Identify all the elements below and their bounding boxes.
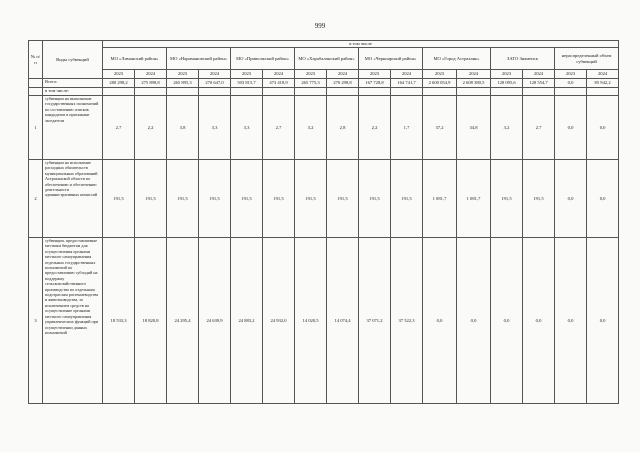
header-municipality: нераспределенный объем субвенций <box>555 48 619 70</box>
value-cell: 128 554,7 <box>523 79 555 88</box>
value-cell: 265 895,3 <box>167 79 199 88</box>
value-cell <box>295 88 327 96</box>
value-cell <box>103 88 135 96</box>
subsidy-table <box>28 40 619 404</box>
value-cell: 3,2 <box>491 96 523 160</box>
value-cell: 2 600 054,9 <box>423 79 457 88</box>
row-num: 1 <box>29 96 43 160</box>
value-cell: 164 741,7 <box>391 79 423 88</box>
row-num: 2 <box>29 160 43 238</box>
table-row-including <box>29 88 619 96</box>
header-including: в том числе <box>103 41 619 48</box>
page-number: 999 <box>314 22 326 30</box>
value-cell <box>359 88 391 96</box>
value-cell: 191,5 <box>199 160 231 238</box>
header-year: 2023 <box>555 70 587 79</box>
value-cell: 191,5 <box>103 160 135 238</box>
value-cell: 0,0 <box>587 238 619 404</box>
value-cell: 2,7 <box>263 96 295 160</box>
row-label: субвенции на исполнение расходных обязательств муниципальных образований Астраханской области по обеспечению и обеспечению деятельности административных комиссий <box>43 160 103 238</box>
value-cell: 1 081,7 <box>423 160 457 238</box>
value-cell: 37 071,2 <box>359 238 391 404</box>
value-cell <box>231 88 263 96</box>
value-cell: 191,5 <box>231 160 263 238</box>
header-year: 2024 <box>457 70 491 79</box>
value-cell: 2,2 <box>359 96 391 160</box>
header-year: 2024 <box>391 70 423 79</box>
header-year: 2024 <box>523 70 555 79</box>
value-cell: 280 298,2 <box>103 79 135 88</box>
value-cell: 0,0 <box>555 238 587 404</box>
header-type: Виды субвенций <box>43 41 103 79</box>
value-cell: 14 020,5 <box>295 238 327 404</box>
value-cell: 0,0 <box>587 96 619 160</box>
table-row-total <box>29 79 619 88</box>
row-label: субвенции, предоставляемые местным бюджетам для осуществления органами местного самоуправления отдельных государственных полномочий по предоставлению субсидий на поддержку сельскохозяйственного производства по отдельным подотраслям растениеводства и животноводства, за исключением средств на осуществление органами местного самоуправления управленческих функций при осуществлении данных полномочий <box>43 238 103 404</box>
header-num: № п/п <box>29 41 43 79</box>
value-cell: 2,7 <box>523 96 555 160</box>
value-cell: 3,2 <box>295 96 327 160</box>
value-cell: 191,5 <box>327 160 359 238</box>
value-cell: 3,3 <box>231 96 263 160</box>
value-cell: 270 647,0 <box>199 79 231 88</box>
header-year: 2024 <box>327 70 359 79</box>
header-year: 2023 <box>423 70 457 79</box>
row-label: Всего: <box>43 79 103 88</box>
value-cell: 191,5 <box>491 160 523 238</box>
value-cell: 18 820,8 <box>135 238 167 404</box>
value-cell: 37 522,3 <box>391 238 423 404</box>
value-cell <box>491 88 523 96</box>
value-cell: 1,7 <box>391 96 423 160</box>
header-year: 2023 <box>231 70 263 79</box>
value-cell: 191,5 <box>167 160 199 238</box>
header-municipality: МО «Харабалинский район» <box>295 48 359 70</box>
header-municipality: МО «Город Астрахань» <box>423 48 491 70</box>
header-year: 2024 <box>199 70 231 79</box>
value-cell: 24 932,0 <box>263 238 295 404</box>
value-cell: 24 883,2 <box>231 238 263 404</box>
value-cell <box>587 88 619 96</box>
value-cell: 2 608 380,5 <box>457 79 491 88</box>
row-label: в том числе: <box>43 88 103 96</box>
value-cell: 0,0 <box>457 238 491 404</box>
value-cell: 275 898,8 <box>135 79 167 88</box>
value-cell: 2,7 <box>103 96 135 160</box>
value-cell: 0,0 <box>555 79 587 88</box>
value-cell <box>523 88 555 96</box>
header-year: 2023 <box>103 70 135 79</box>
value-cell <box>135 88 167 96</box>
value-cell: 0,0 <box>523 238 555 404</box>
row-num <box>29 88 43 96</box>
value-cell: 34,8 <box>457 96 491 160</box>
value-cell: 191,5 <box>359 160 391 238</box>
value-cell: 2,8 <box>327 96 359 160</box>
value-cell: 0,0 <box>423 238 457 404</box>
value-cell: 1 081,7 <box>457 160 491 238</box>
header-year: 2023 <box>295 70 327 79</box>
header-year: 2024 <box>135 70 167 79</box>
value-cell <box>457 88 491 96</box>
value-cell: 473 418,9 <box>263 79 295 88</box>
value-cell: 265 775,3 <box>295 79 327 88</box>
value-cell: 503 815,7 <box>231 79 263 88</box>
value-cell <box>167 88 199 96</box>
value-cell: 24 295,4 <box>167 238 199 404</box>
row-num: 3 <box>29 238 43 404</box>
row-label: субвенции на выполнение государственных полномочий по составлению списков кандидатов в присяжные заседатели <box>43 96 103 160</box>
value-cell: 3,3 <box>199 96 231 160</box>
value-cell <box>327 88 359 96</box>
value-cell: 14 074,4 <box>327 238 359 404</box>
value-cell: 191,5 <box>295 160 327 238</box>
value-cell: 191,5 <box>391 160 423 238</box>
value-cell <box>391 88 423 96</box>
value-cell: 2,2 <box>135 96 167 160</box>
value-cell: 0,0 <box>555 160 587 238</box>
header-municipality: МО «Наримановский район» <box>167 48 231 70</box>
value-cell: 0,0 <box>555 96 587 160</box>
value-cell: 3,8 <box>167 96 199 160</box>
value-cell: 191,5 <box>523 160 555 238</box>
table-row <box>29 238 619 404</box>
header-year: 2023 <box>491 70 523 79</box>
row-num <box>29 79 43 88</box>
header-municipality: МО «Приволжский район» <box>231 48 295 70</box>
value-cell: 18 533,3 <box>103 238 135 404</box>
value-cell <box>199 88 231 96</box>
value-cell: 167 728,8 <box>359 79 391 88</box>
value-cell: 191,5 <box>263 160 295 238</box>
value-cell: 191,5 <box>135 160 167 238</box>
header-municipality: МО «Черноярский район» <box>359 48 423 70</box>
value-cell: 0,0 <box>587 160 619 238</box>
header-municipality: ЗАТО Знаменск <box>491 48 555 70</box>
value-cell <box>263 88 295 96</box>
header-municipality: МО «Лиманский район» <box>103 48 167 70</box>
table-row <box>29 160 619 238</box>
value-cell: 270 298,8 <box>327 79 359 88</box>
header-year: 2024 <box>263 70 295 79</box>
value-cell <box>423 88 457 96</box>
value-cell: 128 095,6 <box>491 79 523 88</box>
value-cell: 37,2 <box>423 96 457 160</box>
header-year: 2023 <box>167 70 199 79</box>
value-cell: 85 942,2 <box>587 79 619 88</box>
value-cell <box>555 88 587 96</box>
value-cell: 0,0 <box>491 238 523 404</box>
table-row <box>29 96 619 160</box>
header-year: 2024 <box>587 70 619 79</box>
value-cell: 24 639,9 <box>199 238 231 404</box>
header-year: 2023 <box>359 70 391 79</box>
